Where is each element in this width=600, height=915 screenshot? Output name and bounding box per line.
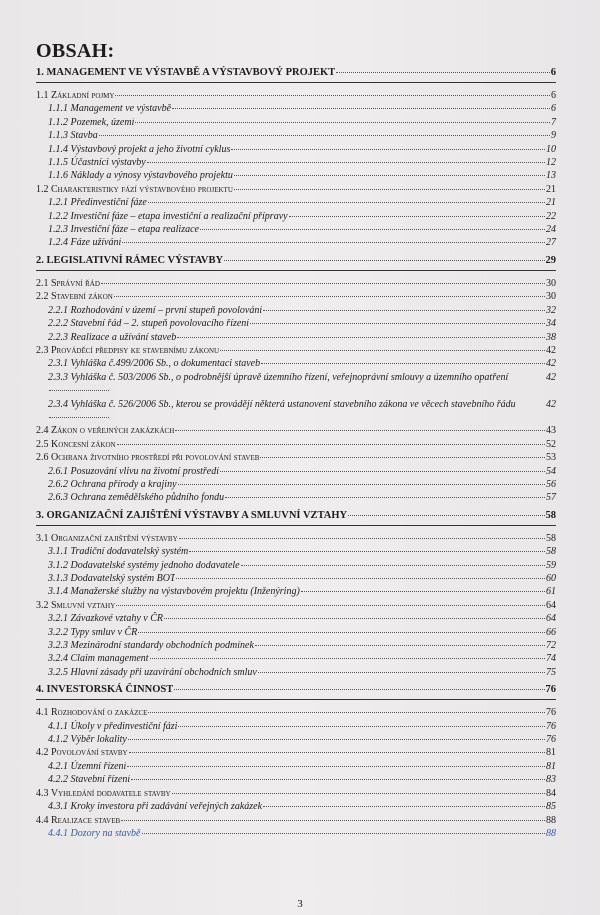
toc-entry-page: 64	[546, 599, 556, 611]
toc-subsection[interactable]	[36, 210, 556, 223]
toc-entry-page: 7	[551, 116, 556, 128]
dot-leader	[49, 417, 109, 418]
toc-entry-page: 30	[546, 291, 556, 303]
toc-subsection[interactable]	[36, 196, 556, 209]
dot-leader	[263, 310, 545, 311]
dot-leader	[101, 283, 545, 284]
toc-entry-label: 1.1.1 Management ve výstavbě	[48, 103, 172, 115]
dot-leader	[138, 632, 545, 633]
toc-section[interactable]	[36, 183, 556, 196]
toc-entry-label: 3.2.3 Mezinárodní standardy obchodních podmínek	[48, 640, 254, 652]
toc-entry-page: 6	[551, 90, 556, 101]
toc-entry-label: 2.3.1 Vyhláška č.499/2006 Sb., o dokumentaci staveb	[48, 358, 261, 370]
dot-leader	[178, 726, 545, 727]
toc-entry-label: 3.2.2 Typy smluv v ČR	[48, 626, 138, 638]
toc-subsection[interactable]	[36, 800, 556, 813]
toc-entry-page: 84	[546, 787, 556, 799]
page-number: 3	[297, 898, 303, 910]
toc-entry-label: 1.2.4 Fáze užívání	[48, 237, 122, 249]
toc-subsection[interactable]	[36, 398, 556, 425]
dot-leader	[172, 793, 545, 794]
toc-entry-page: 27	[546, 237, 556, 249]
toc-entry-page: 10	[546, 143, 556, 155]
toc-subsection[interactable]	[36, 478, 556, 491]
toc-entry-label: 4.3 Vyhledání dodavatele stavby	[36, 787, 171, 799]
toc-entry-label: 3.1.1 Tradiční dodavatelský systém	[48, 546, 189, 558]
toc-chapter[interactable]	[36, 66, 556, 80]
toc-entry-label: 1.2.3 Investiční fáze – etapa realizace	[48, 224, 199, 236]
dot-leader	[255, 645, 545, 646]
dot-leader	[114, 296, 545, 297]
toc-subsection[interactable]	[36, 236, 556, 249]
toc-entry-page: 54	[546, 465, 556, 477]
toc-entry-page: 85	[546, 801, 556, 813]
toc-section[interactable]	[36, 438, 556, 451]
dot-leader	[147, 162, 545, 163]
chapter-divider	[36, 270, 556, 271]
toc-section[interactable]	[36, 746, 556, 759]
toc-entry-page: 58	[546, 532, 556, 544]
toc-entry-page: 42	[546, 344, 556, 356]
toc-entry-page: 21	[546, 197, 556, 209]
toc-entry-page: 66	[546, 626, 556, 638]
dot-leader	[176, 578, 545, 579]
toc-entry-label: 3.1.4 Manažerské služby na výstavbovém projektu (Inženýring)	[48, 586, 300, 598]
toc-entry-page: 76	[546, 720, 556, 732]
dot-leader	[175, 430, 545, 431]
toc-subsection[interactable]	[36, 626, 556, 639]
dot-leader	[127, 766, 545, 767]
dot-leader	[164, 618, 545, 619]
dot-leader	[116, 605, 545, 606]
toc-subsection[interactable]	[36, 585, 556, 598]
chapter-divider	[36, 82, 556, 83]
toc-entry-page: 34	[546, 318, 556, 330]
toc-subsection[interactable]	[36, 357, 556, 370]
toc-entry-label: 1.1.3 Stavba	[48, 130, 98, 142]
toc-entry-page: 12	[546, 157, 556, 169]
toc-entry-label: 4.3.1 Kroky investora při zadávání veřejných zakázek	[48, 801, 263, 813]
toc-subsection[interactable]	[36, 465, 556, 478]
toc-entry-label: 3. ORGANIZAČNÍ ZAJIŠTĚNÍ VÝSTAVBY A SMLUVNÍ VZTAHY	[36, 509, 348, 521]
chapter-divider	[36, 525, 556, 526]
dot-leader	[234, 175, 545, 176]
dot-leader	[225, 497, 545, 498]
dot-leader	[129, 752, 545, 753]
dot-leader	[220, 471, 545, 472]
dot-leader	[49, 390, 109, 391]
toc-entry-page: 76	[546, 707, 556, 719]
dot-leader	[115, 95, 550, 96]
toc-entry-page: 64	[546, 613, 556, 625]
toc-section[interactable]	[36, 532, 556, 545]
toc-subsection[interactable]	[36, 116, 556, 129]
toc-subsection[interactable]	[36, 612, 556, 625]
toc-subsection[interactable]	[36, 102, 556, 115]
toc-section[interactable]	[36, 277, 556, 290]
toc-chapter[interactable]	[36, 254, 556, 268]
dot-leader	[178, 484, 545, 485]
toc-entry-label: 2.5 Koncesní zákon	[36, 438, 116, 450]
toc-subsection[interactable]	[36, 371, 556, 398]
dot-leader	[135, 122, 550, 123]
toc-subsection[interactable]	[36, 331, 556, 344]
toc-subsection[interactable]	[36, 559, 556, 572]
toc-section[interactable]	[36, 814, 556, 827]
toc-entry-label: 4.4 Realizace staveb	[36, 814, 121, 826]
toc-subsection[interactable]	[36, 666, 556, 679]
toc-entry-page: 61	[546, 586, 556, 598]
toc-entry-label: 2.6.3 Ochrana zemědělského půdního fondu	[48, 492, 225, 504]
toc-entry-label: 2.6 Ochrana životního prostředí při povolování staveb	[36, 452, 260, 464]
toc-entry-page: 42	[546, 371, 556, 383]
toc-chapter[interactable]	[36, 509, 556, 523]
toc-entry-page: 13	[546, 170, 556, 182]
toc-subsection[interactable]	[36, 639, 556, 652]
toc-entry-label: 3.2.5 Hlavní zásady při uzavírání obchodních smluv	[48, 666, 257, 678]
toc-subsection[interactable]	[36, 223, 556, 236]
dot-leader	[258, 672, 545, 673]
toc-entry-page: 43	[546, 425, 556, 437]
dot-leader	[189, 551, 545, 552]
toc-section[interactable]	[36, 599, 556, 612]
toc-entry-label: 2.6.1 Posuzování vlivu na životní prostředí	[48, 465, 220, 477]
toc-section[interactable]	[36, 344, 556, 357]
toc-entry-label: 4.1.1 Úkoly v předinvestiční fázi	[48, 720, 178, 732]
toc-chapter[interactable]	[36, 683, 556, 697]
toc-entry-label: 1.1.6 Náklady a výnosy výstavbového projektu	[48, 170, 233, 182]
dot-leader	[148, 202, 545, 203]
dot-leader	[241, 565, 545, 566]
toc-entry-label: 1.2.1 Předinvestiční fáze	[48, 197, 147, 209]
toc-entry-page: 9	[551, 130, 556, 142]
toc-entry-label: 4.2 Povolování stavby	[36, 747, 128, 759]
toc-entry-page: 59	[546, 559, 556, 571]
toc-subsection[interactable]	[36, 827, 556, 840]
toc-entry-page: 52	[546, 438, 556, 450]
toc-section[interactable]	[36, 787, 556, 800]
toc-entry-page: 76	[545, 684, 556, 696]
toc-entry-page: 81	[546, 747, 556, 759]
toc-entry-page: 21	[546, 183, 556, 195]
toc-entry-page: 6	[551, 103, 556, 115]
toc-entry-page: 88	[546, 814, 556, 826]
dot-leader	[150, 658, 545, 659]
toc-section[interactable]	[36, 424, 556, 437]
toc-entry-label: 2.6.2 Ochrana přírody a krajiny	[48, 478, 177, 490]
dot-leader	[234, 189, 545, 190]
toc-entry-label: 1.1.5 Účastníci výstavby	[48, 157, 146, 169]
toc-entry-page: 30	[546, 277, 556, 289]
toc-entry-page: 88	[546, 827, 556, 839]
toc-entry-label: 2.4 Zákon o veřejných zakázkách	[36, 425, 175, 437]
toc-subsection[interactable]	[36, 169, 556, 182]
dot-leader	[128, 739, 545, 740]
chapter-divider	[36, 699, 556, 700]
toc-entry-label: 1. MANAGEMENT VE VÝSTAVBĚ A VÝSTAVBOVÝ PROJEKT	[36, 67, 336, 78]
toc-entry-label: 4.4.1 Dozory na stavbě	[48, 827, 141, 839]
dot-leader	[142, 833, 546, 834]
table-of-contents	[36, 66, 556, 844]
toc-subsection[interactable]	[36, 773, 556, 786]
dot-leader	[131, 779, 545, 780]
toc-subsection[interactable]	[36, 572, 556, 585]
toc-entry-label: 3.1.2 Dodavatelské systémy jednoho dodavatele	[48, 559, 240, 571]
toc-entry-label: 3.1 Organizační zajištění výstavby	[36, 532, 178, 544]
toc-entry-label: 3.1.3 Dodavatelský systém BOT	[48, 573, 176, 584]
toc-entry-page: 57	[546, 492, 556, 504]
toc-entry-label: 3.2.4 Claim management	[48, 653, 149, 665]
dot-leader	[289, 216, 545, 217]
toc-entry-label: 2.2.2 Stavební řád – 2. stupeň povolovacího řízení	[48, 318, 250, 330]
toc-entry-page: 58	[545, 509, 556, 521]
toc-entry-label: 2.2.3 Realizace a užívání staveb	[48, 331, 177, 343]
toc-entry-label: 4.2.1 Územní řízení	[48, 760, 127, 772]
toc-section[interactable]	[36, 89, 556, 102]
dot-leader	[172, 108, 550, 109]
toc-entry-label: 4.2.2 Stavební řízení	[48, 774, 131, 786]
toc-subsection[interactable]	[36, 129, 556, 142]
toc-entry-label: 3.2 Smluvní vztahy	[36, 599, 116, 611]
dot-leader	[179, 538, 545, 539]
toc-entry-page: 81	[546, 760, 556, 772]
toc-entry-page: 42	[546, 358, 556, 370]
toc-entry-page: 75	[546, 666, 556, 678]
toc-subsection[interactable]	[36, 760, 556, 773]
toc-entry-label: 2.3.4 Vyhláška č. 526/2006 Sb., kterou se provádějí některá ustanovení stavebního zákona ve věcech stavebního řádu	[48, 398, 516, 410]
chapter-spacer	[36, 840, 556, 844]
toc-section[interactable]	[36, 290, 556, 303]
toc-section[interactable]	[36, 451, 556, 464]
toc-subsection[interactable]	[36, 652, 556, 665]
toc-entry-label: 4.1.2 Výběr lokality	[48, 734, 127, 746]
dot-leader	[231, 149, 545, 150]
toc-entry-page: 6	[550, 67, 556, 78]
toc-entry-page: 32	[546, 304, 556, 316]
dot-leader	[117, 444, 545, 445]
toc-entry-page: 53	[546, 452, 556, 464]
dot-leader	[250, 323, 545, 324]
toc-entry-label: 1.1 Základní pojmy	[36, 90, 115, 101]
toc-subsection[interactable]	[36, 720, 556, 733]
dot-leader	[174, 689, 544, 690]
toc-subsection[interactable]	[36, 143, 556, 156]
toc-entry-label: 3.2.1 Závazkové vztahy v ČR	[48, 613, 163, 625]
dot-leader	[260, 457, 545, 458]
toc-entry-page: 56	[546, 478, 556, 490]
toc-entry-page: 29	[545, 254, 556, 266]
dot-leader	[336, 72, 550, 73]
toc-entry-label: 1.1.2 Pozemek, území	[48, 116, 135, 128]
toc-entry-page: 24	[546, 224, 556, 236]
toc-entry-label: 4. INVESTORSKÁ ČINNOST	[36, 684, 174, 696]
toc-entry-label: 1.1.4 Výstavbový projekt a jeho životní cyklus	[48, 143, 231, 155]
dot-leader	[200, 229, 545, 230]
dot-leader	[220, 350, 545, 351]
toc-entry-page: 42	[546, 398, 556, 410]
toc-subsection[interactable]	[36, 317, 556, 330]
toc-entry-label: 2.3.3 Vyhláška č. 503/2006 Sb., o podrobnější úpravě územního řízení, veřejnoprávní smlouvy a územního opatření	[48, 371, 509, 383]
dot-leader	[177, 337, 545, 338]
toc-entry-page: 72	[546, 640, 556, 652]
dot-leader	[121, 820, 545, 821]
dot-leader	[261, 363, 545, 364]
toc-entry-label: 2.3 Prováděcí předpisy ke stavebnímu zákonu	[36, 344, 220, 356]
toc-entry-page: 83	[546, 774, 556, 786]
dot-leader	[301, 591, 545, 592]
toc-entry-label: 2.2 Stavební zákon	[36, 291, 113, 303]
toc-entry-label: 4.1 Rozhodování o zakázce	[36, 707, 148, 719]
toc-entry-page: 58	[546, 546, 556, 558]
dot-leader	[348, 515, 544, 516]
toc-entry-page: 38	[546, 331, 556, 343]
toc-entry-page: 60	[546, 573, 556, 584]
toc-subsection[interactable]	[36, 545, 556, 558]
toc-entry-label: 2.2.1 Rozhodování v území – první stupeň povolování	[48, 304, 263, 316]
page-title: OBSAH:	[36, 40, 115, 62]
toc-subsection[interactable]	[36, 304, 556, 317]
dot-leader	[148, 712, 545, 713]
dot-leader	[263, 806, 545, 807]
toc-entry-label: 2.1 Správní řád	[36, 277, 100, 289]
toc-subsection[interactable]	[36, 491, 556, 504]
dot-leader	[99, 135, 550, 136]
toc-subsection[interactable]	[36, 156, 556, 169]
toc-entry-label: 1.2.2 Investiční fáze – etapa investiční a realizační přípravy	[48, 210, 288, 222]
toc-section[interactable]	[36, 706, 556, 719]
toc-entry-page: 22	[546, 210, 556, 222]
dot-leader	[122, 242, 545, 243]
toc-entry-page: 74	[546, 653, 556, 665]
toc-subsection[interactable]	[36, 733, 556, 746]
toc-entry-page: 76	[546, 734, 556, 746]
dot-leader	[224, 260, 544, 261]
toc-entry-label: 2. LEGISLATIVNÍ RÁMEC VÝSTAVBY	[36, 254, 224, 266]
toc-entry-label: 1.2 Charakteristiky fází výstavbového projektu	[36, 183, 233, 195]
